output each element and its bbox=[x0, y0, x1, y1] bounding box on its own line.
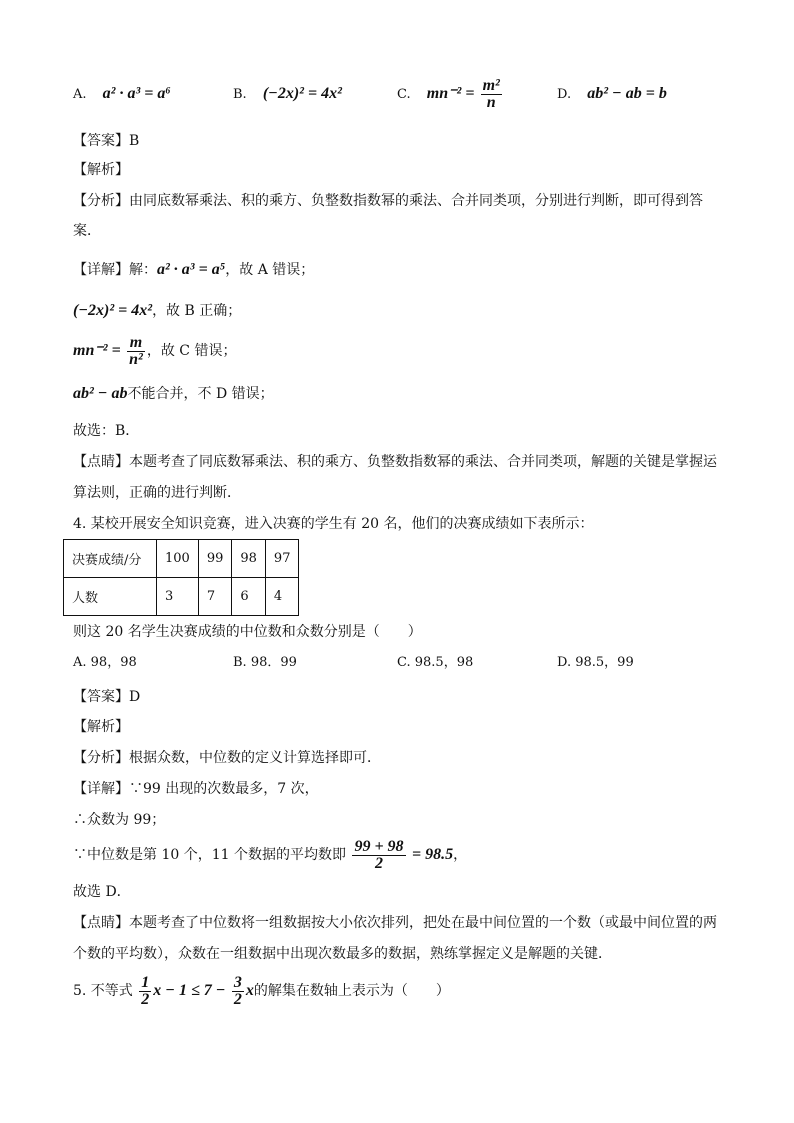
q3-answer: 【答案】B bbox=[73, 133, 140, 149]
table-cell: 决赛成绩/分 bbox=[64, 540, 157, 578]
option-expression: ab² − ab = b bbox=[587, 85, 667, 102]
q5-prefix: 5. 不等式 bbox=[73, 983, 133, 999]
q3-option-a bbox=[73, 84, 171, 105]
q3-dianjing-line-2: 算法则，正确的进行判断． bbox=[73, 485, 241, 501]
q5-fraction-2 bbox=[232, 975, 244, 1008]
q4-option-d: D. 98.5，99 bbox=[557, 655, 634, 670]
detail-expression: ab² − ab bbox=[73, 385, 128, 402]
option-letter: B. bbox=[233, 87, 247, 102]
detail-text: ，故 B 正确； bbox=[152, 303, 242, 319]
q3-option-d bbox=[557, 84, 667, 105]
q3-detail-a bbox=[73, 260, 314, 280]
table-cell: 3 bbox=[157, 578, 199, 616]
table-cell: 99 bbox=[198, 540, 232, 578]
q4-detail-line-1: 【详解】∵99 出现的次数最多，7 次， bbox=[73, 781, 319, 797]
fraction-numerator: 3 bbox=[233, 973, 242, 991]
q4-detail-line-3 bbox=[73, 836, 467, 874]
score-table bbox=[63, 539, 299, 616]
q4-choose: 故选 D． bbox=[73, 884, 131, 900]
table-cell: 97 bbox=[265, 540, 299, 578]
option-letter: D. bbox=[557, 87, 572, 102]
q4-dianjing-line-1: 【点睛】本题考查了中位数将一组数据按大小依次排列，把处在最中间位置的一个数（或最中间位置的两 bbox=[73, 915, 717, 931]
q3-option-c bbox=[397, 76, 504, 113]
q4-analysis-heading: 【解析】 bbox=[73, 719, 129, 735]
option-fraction bbox=[481, 78, 502, 111]
q4-question: 则这 20 名学生决赛成绩的中位数和众数分别是（ ） bbox=[73, 624, 422, 640]
q5-fraction-1 bbox=[139, 975, 151, 1008]
detail-fraction bbox=[352, 839, 405, 872]
fraction-denominator: n bbox=[486, 94, 496, 111]
q5-suffix: 的解集在数轴上表示为（ ） bbox=[253, 983, 450, 999]
fraction-denominator: 2 bbox=[141, 990, 150, 1008]
option-expression-lhs: mn⁻² = bbox=[426, 85, 475, 102]
q3-detail-c bbox=[73, 333, 236, 369]
fraction-denominator: 2 bbox=[233, 990, 242, 1008]
q3-dianjing-line-1: 【点睛】本题考查了同底数幂乘法、积的乘方、负整数指数幂的乘法、合并同类项，解题的关键是掌握运 bbox=[73, 454, 717, 470]
detail-text: ，故 A 错误； bbox=[225, 262, 315, 278]
table-cell: 6 bbox=[232, 578, 266, 616]
detail-prefix: 【详解】解： bbox=[73, 262, 157, 278]
table-row bbox=[64, 540, 299, 578]
q3-fenxi-line-2: 案． bbox=[73, 223, 101, 239]
q5-expression-middle: x − 1 ≤ 7 − bbox=[153, 982, 226, 999]
q4-answer: 【答案】D bbox=[73, 689, 141, 705]
detail-expression: (−2x)² = 4x² bbox=[73, 302, 153, 319]
q4-option-c: C. 98.5，98 bbox=[397, 655, 474, 670]
q4-option-b: B. 98．99 bbox=[233, 655, 297, 670]
fraction-numerator: m bbox=[127, 335, 145, 352]
q5-variable: x bbox=[245, 982, 254, 999]
q3-analysis-heading: 【解析】 bbox=[73, 162, 129, 178]
q4-fenxi: 【分析】根据众数，中位数的定义计算选择即可． bbox=[73, 750, 381, 766]
fraction-numerator: 1 bbox=[141, 973, 150, 991]
detail-text: ，故 C 错误； bbox=[146, 343, 237, 359]
option-expression: (−2x)² = 4x² bbox=[262, 85, 342, 102]
q4-detail-line-2: ∴众数为 99； bbox=[73, 812, 166, 828]
table-cell: 98 bbox=[232, 540, 266, 578]
q3-detail-b bbox=[73, 301, 241, 321]
table-row bbox=[64, 578, 299, 616]
fraction-numerator: 99 + 98 bbox=[354, 837, 404, 855]
table-cell: 4 bbox=[265, 578, 299, 616]
q3-option-b bbox=[233, 84, 342, 105]
table-cell: 人数 bbox=[64, 578, 157, 616]
fraction-numerator: m² bbox=[482, 77, 500, 94]
detail-expression-lhs: mn⁻² = bbox=[73, 342, 121, 359]
q3-detail-d bbox=[73, 384, 274, 404]
detail-suffix: ， bbox=[453, 847, 468, 863]
detail-result: = 98.5 bbox=[412, 846, 454, 863]
q4-stem: 4. 某校开展安全知识竞赛，进入决赛的学生有 20 名，他们的决赛成绩如下表所示： bbox=[73, 516, 594, 532]
detail-text: 不能合并，不 D 错误； bbox=[127, 386, 274, 402]
q3-choose: 故选：B． bbox=[73, 423, 140, 439]
option-letter: C. bbox=[397, 87, 411, 102]
q5-stem bbox=[73, 972, 450, 1010]
detail-expression: a² · a³ = a⁵ bbox=[157, 261, 226, 278]
q3-fenxi-line-1: 【分析】由同底数幂乘法、积的乘方、负整数指数幂的乘法、合并同类项，分别进行判断，即可得到答 bbox=[73, 193, 703, 209]
fraction-denominator: n² bbox=[129, 350, 143, 368]
q4-option-a: A. 98，98 bbox=[73, 655, 137, 670]
table-cell: 7 bbox=[198, 578, 232, 616]
fraction-denominator: 2 bbox=[375, 854, 383, 872]
q4-dianjing-line-2: 个数的平均数），众数在一组数据中出现次数最多的数据，熟练掌握定义是解题的关键． bbox=[73, 946, 612, 962]
detail-fraction bbox=[127, 335, 145, 368]
option-expression: a² · a³ = a⁶ bbox=[102, 85, 171, 102]
option-letter: A. bbox=[73, 87, 87, 102]
detail-prefix: ∵中位数是第 10 个，11 个数据的平均数即 bbox=[73, 847, 346, 863]
table-cell: 100 bbox=[157, 540, 199, 578]
